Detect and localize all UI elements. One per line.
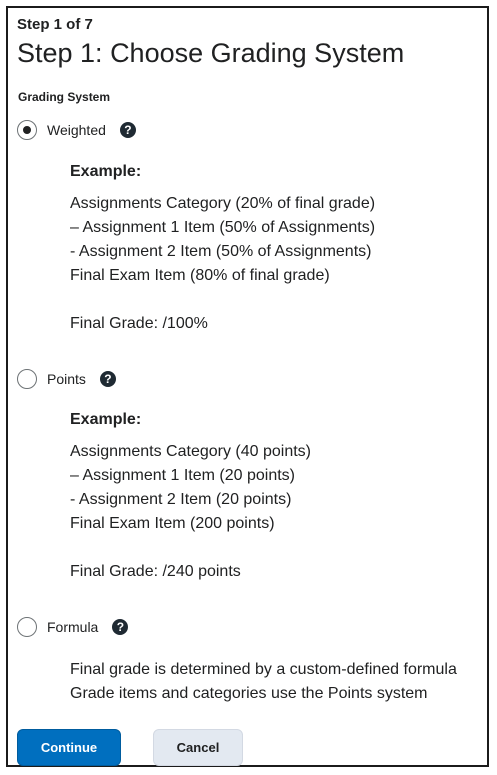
step-counter: Step 1 of 7 xyxy=(17,16,93,33)
formula-option[interactable] xyxy=(17,617,128,637)
example-line: Final Exam Item (80% of final grade) xyxy=(70,267,330,284)
help-circle-icon[interactable]: ? xyxy=(120,122,136,138)
points-example xyxy=(70,408,311,584)
points-option[interactable] xyxy=(17,369,116,389)
example-line: Assignments Category (20% of final grade) xyxy=(70,195,376,212)
help-circle-icon[interactable]: ? xyxy=(112,619,128,635)
example-line: – Assignment 1 Item (20 points) xyxy=(70,467,295,484)
weighted-example xyxy=(70,160,375,336)
formula-radio[interactable] xyxy=(17,617,37,637)
weighted-option[interactable] xyxy=(17,120,136,140)
example-line: - Assignment 2 Item (50% of Assignments) xyxy=(70,243,372,260)
example-line: Assignments Category (40 points) xyxy=(70,443,311,460)
page-title: Step 1: Choose Grading System xyxy=(17,38,405,68)
example-line: – Assignment 1 Item (50% of Assignments) xyxy=(70,219,376,236)
example-heading: Example: xyxy=(70,163,142,180)
radio-selected-dot xyxy=(23,126,31,134)
weighted-radio[interactable] xyxy=(17,120,37,140)
wizard-panel xyxy=(6,6,489,767)
formula-line: Final grade is determined by a custom-defined formula xyxy=(70,661,457,678)
cancel-button[interactable]: Cancel xyxy=(153,729,243,766)
example-final-grade: Final Grade: /100% xyxy=(70,315,208,332)
formula-line: Grade items and categories use the Points system xyxy=(70,685,428,702)
example-line: - Assignment 2 Item (20 points) xyxy=(70,491,292,508)
continue-button[interactable]: Continue xyxy=(17,729,121,766)
formula-description xyxy=(70,658,457,706)
example-line: Final Exam Item (200 points) xyxy=(70,515,275,532)
points-label: Points xyxy=(47,371,86,387)
example-final-grade: Final Grade: /240 points xyxy=(70,563,241,580)
example-heading: Example: xyxy=(70,411,142,428)
grading-system-label: Grading System xyxy=(18,90,111,104)
help-circle-icon[interactable]: ? xyxy=(100,371,116,387)
formula-label: Formula xyxy=(47,619,99,635)
points-radio[interactable] xyxy=(17,369,37,389)
weighted-label: Weighted xyxy=(47,122,106,138)
